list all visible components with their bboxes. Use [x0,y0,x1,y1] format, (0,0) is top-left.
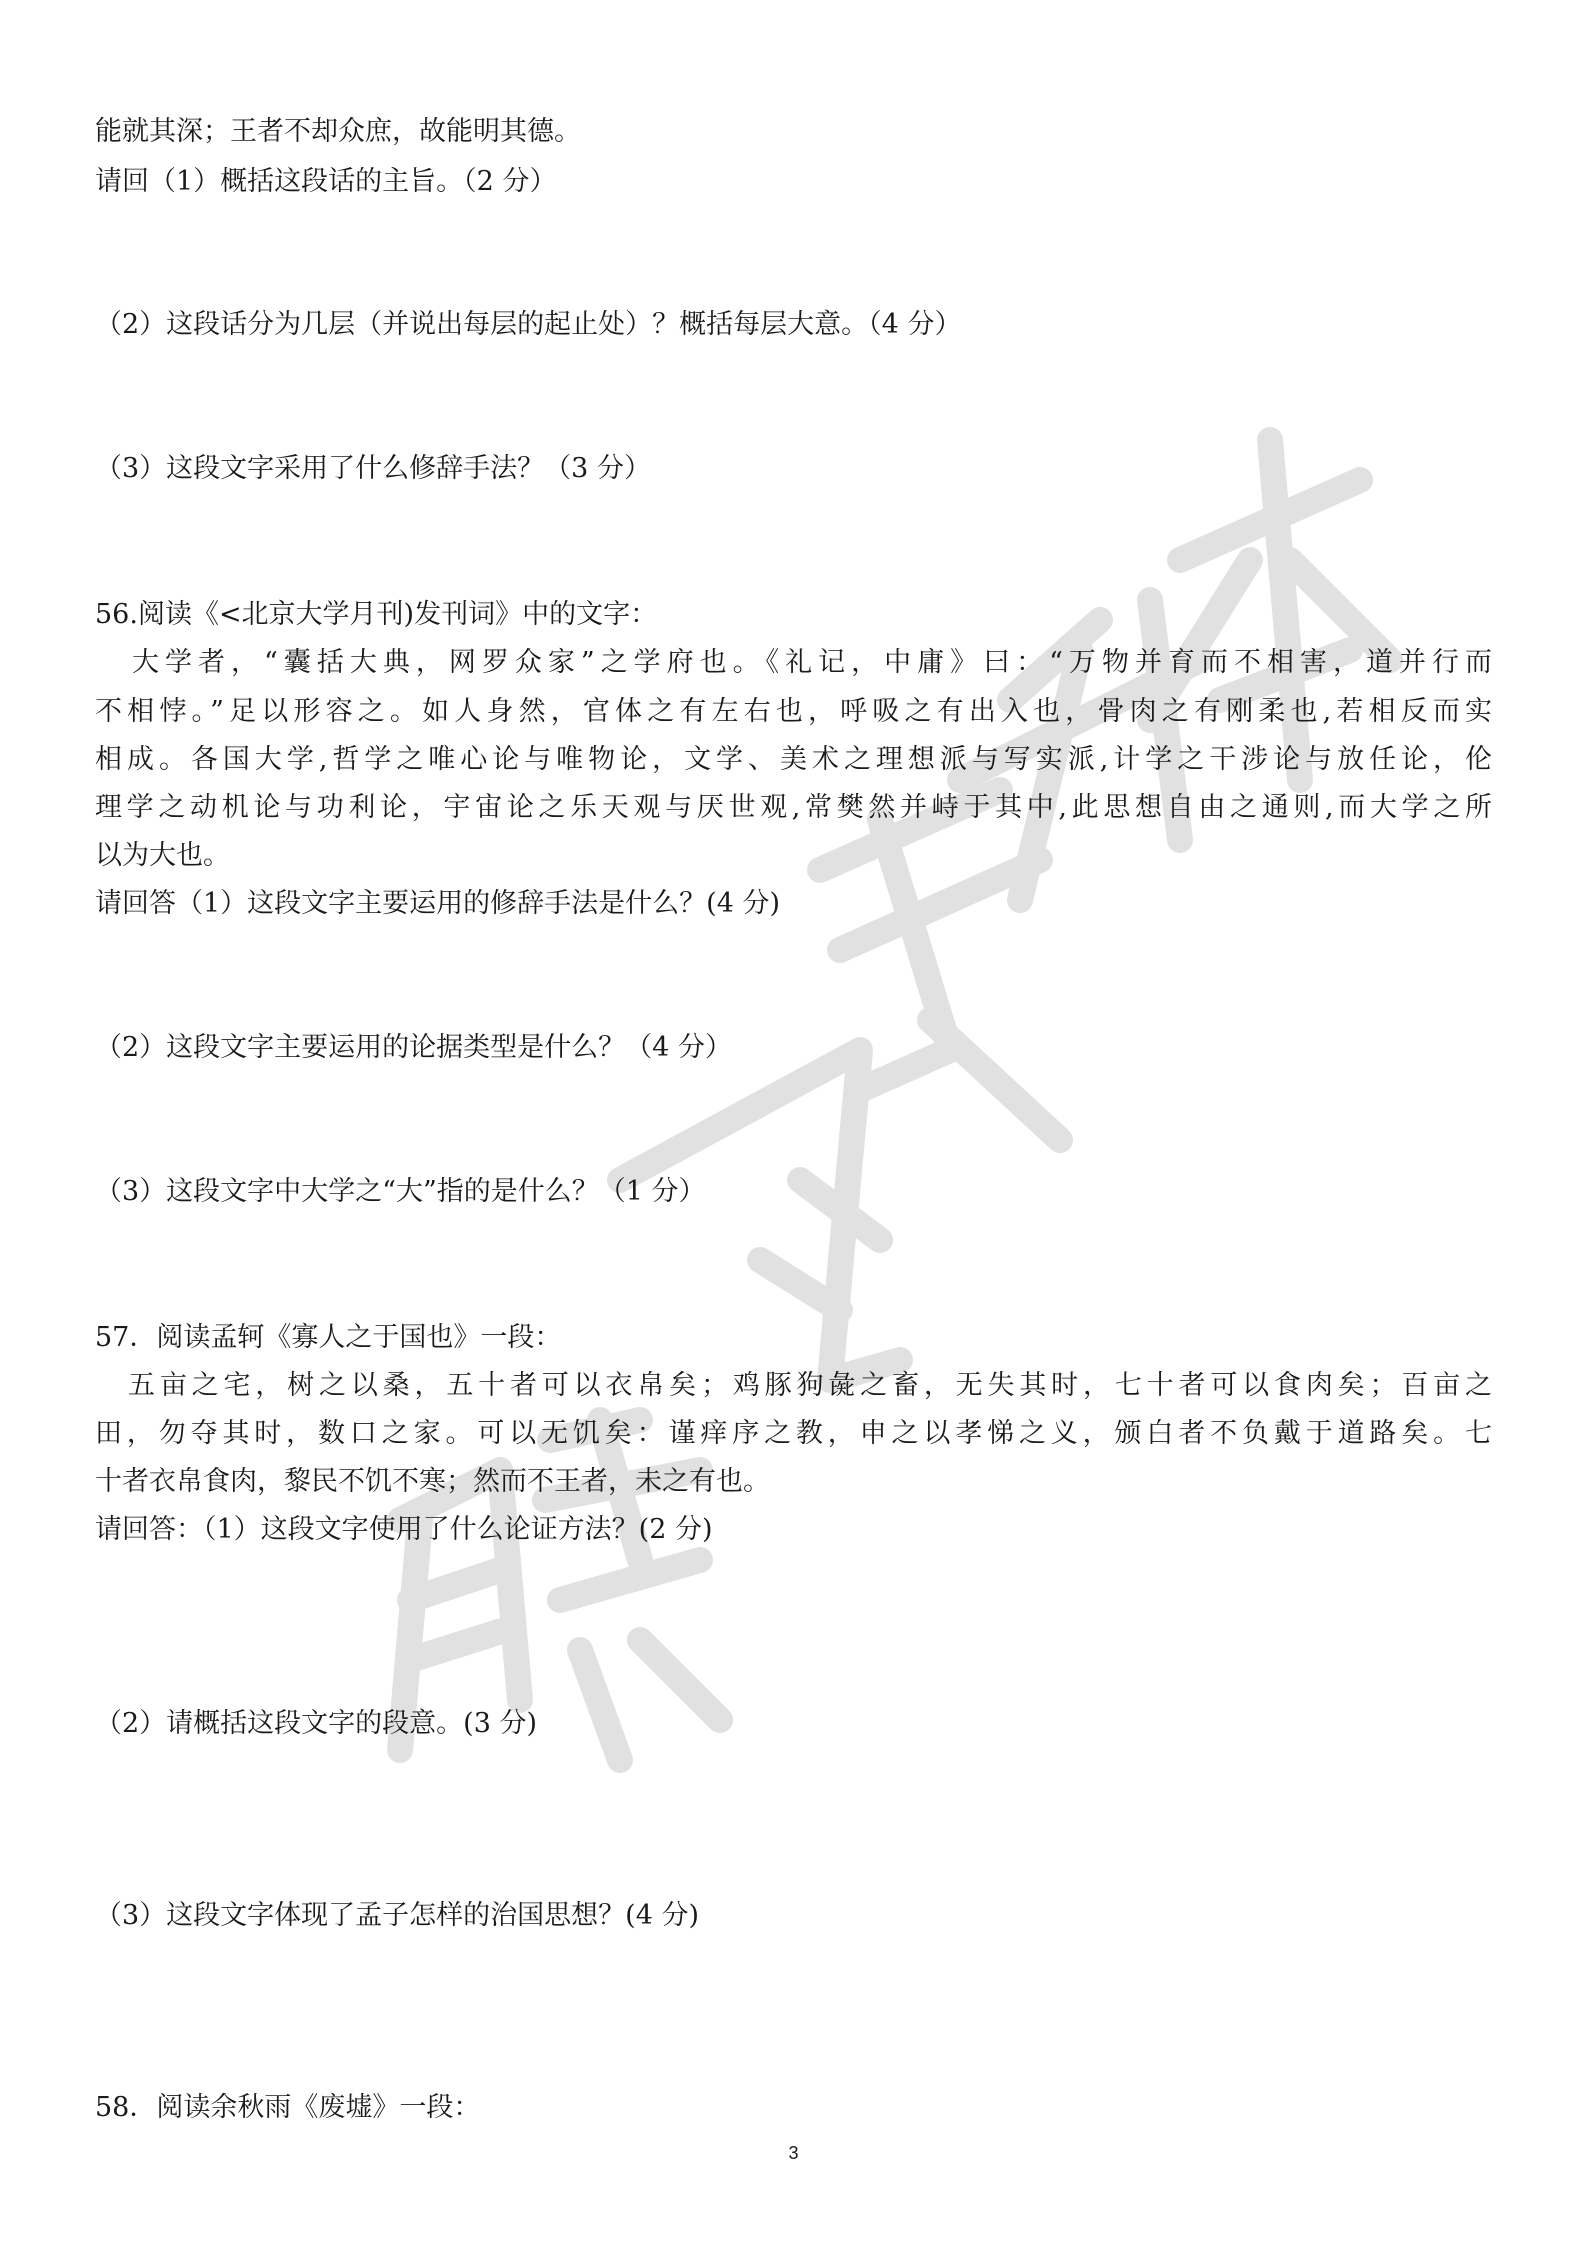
passage-line: 田，勿夺其时，数口之家。可以无饥矣：谨痒序之教，申之以孝悌之义，颁白者不负戴于道路矣。七 [95,1418,1492,1449]
question-prompt: （3）这段文字体现了孟子怎样的治国思想？(4 分) [95,1900,700,1931]
question-prompt: （3）这段文字中大学之“大”指的是什么？（1 分） [95,1176,706,1207]
question-prompt: （2）这段话分为几层（并说出每层的起止处）？概括每层大意。（4 分） [95,309,962,340]
section-heading: 57．阅读孟轲《寡人之于国也》一段： [95,1322,562,1353]
page-number: 3 [788,2143,799,2163]
question-prompt: 请回（1）概括这段话的主旨。（2 分） [95,166,557,197]
passage-line: 十者衣帛食肉，黎民不饥不寒；然而不王者，未之有也。 [95,1466,770,1497]
passage-line: 不相悖。”足以形容之。如人身然，官体之有左右也，呼吸之有出入也，骨肉之有刚柔也,若相反而实 [95,696,1492,727]
question-prompt: （3）这段文字采用了什么修辞手法？（3 分） [95,453,651,484]
question-prompt: 请回答：（1）这段文字使用了什么论证方法？(2 分) [95,1514,713,1545]
passage-line: 以为大也。 [95,840,230,871]
section-heading: 58．阅读余秋雨《废墟》一段： [95,2092,481,2123]
passage-line: 理学之动机论与功利论，宇宙论之乐天观与厌世观,常樊然并峙于其中,此思想自由之通则,而大学之所 [95,792,1492,823]
passage-line: 大学者，“囊括大典，网罗众家”之学府也。《礼记，中庸》曰：“万物并育而不相害，道并行而 [132,647,1492,678]
question-prompt: （2）请概括这段文字的段意。(3 分) [95,1708,538,1739]
section-heading: 56.阅读《<北京大学月刊)发刊词》中的文字： [95,599,658,630]
question-prompt: 请回答（1）这段文字主要运用的修辞手法是什么？(4 分) [95,888,781,919]
text-line: 能就其深；王者不却众庶，故能明其德。 [95,116,581,147]
question-prompt: （2）这段文字主要运用的论据类型是什么？（4 分） [95,1032,732,1063]
passage-line: 五亩之宅，树之以桑，五十者可以衣帛矣；鸡豚狗彘之畜，无失其时，七十者可以食肉矣；百亩之 [128,1370,1492,1401]
passage-line: 相成。各国大学,哲学之唯心论与唯物论，文学、美术之理想派与写实派,计学之干涉论与放任论，伦 [95,744,1492,775]
